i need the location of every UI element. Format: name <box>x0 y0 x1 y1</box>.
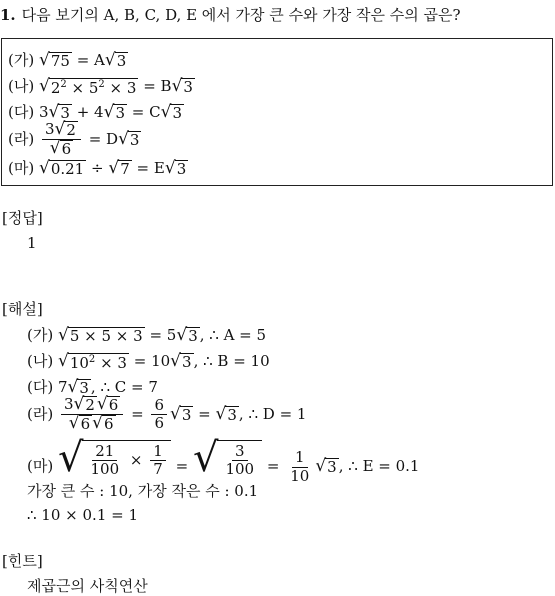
sqrt: √ $2^2 \times 5^2 \times 3$ <box>38 76 137 97</box>
hint-heading: [힌트] <box>2 552 43 570</box>
question-title <box>0 4 461 25</box>
sqrt: √ 75 <box>38 50 70 70</box>
choice-ra: (라) 3 √ 2 √ 6 = D √ 3 <box>8 119 140 159</box>
explanation-heading: [해설] <box>2 300 43 318</box>
sqrt: √ 3 <box>160 102 182 122</box>
explanation-ma: (마) √ $\frac{21}{100}$ × $\frac{1}{7}$ = √ $\frac{3}{100}$ = $\frac{1}{10}$ √ 3 , ∴ E = 0.1 <box>27 435 420 485</box>
choice-label: (마) <box>8 159 35 177</box>
explanation-da: (다) 7 √ 3 , ∴ C = 7 <box>27 377 158 397</box>
question-text: 다음 보기의 A, B, C, D, E 에서 가장 큰 수와 가장 작은 수의 곱은? <box>21 6 461 24</box>
sqrt: √ 3 <box>164 158 187 178</box>
choice-label: (다) <box>8 103 35 121</box>
sqrt: √ 0.21 <box>38 158 85 178</box>
explanation-ga: (가) √ 5 × 5 × 3 = 5 √ 3 , ∴ A = 5 <box>27 325 267 345</box>
choice-na: (나) √ $2^2 \times 5^2 \times 3$ = B √ 3 <box>8 76 193 97</box>
fraction: 3 √ 2 √ 6 <box>42 121 81 159</box>
sqrt: √ 3 <box>118 128 140 149</box>
sqrt: √ 3 <box>103 102 125 122</box>
hint-text: 제곱근의 사칙연산 <box>27 577 148 595</box>
explanation-ra: (라) 3 √ 2 √ 6 √ 6 √ 6 = $\frac{6}{6}$ √ 3 = √ 3 , ∴ D = 1 <box>27 394 307 434</box>
choice-label: (라) <box>8 129 35 148</box>
answer-value: 1 <box>27 234 37 252</box>
question-number: 1. <box>0 6 16 24</box>
sqrt: √ 3 <box>104 50 127 70</box>
choice-da: (다) 3 √ 3 + 4 √ 3 = C √ 3 <box>8 102 182 122</box>
answer-heading: [정답] <box>2 209 43 227</box>
choice-label: (가) <box>8 51 35 69</box>
explanation-summary: 가장 큰 수 : 10, 가장 작은 수 : 0.1 <box>27 482 259 500</box>
explanation-final: ∴ 10 × 0.1 = 1 <box>27 506 139 524</box>
sqrt: √ 3 <box>171 76 193 96</box>
sqrt: √ 3 <box>48 102 70 122</box>
choice-label: (나) <box>8 77 35 95</box>
choice-ma: (마) √ 0.21 ÷ √ 7 = E √ 3 <box>8 158 187 178</box>
choice-ga: (가) √ 75 = A √ 3 <box>8 50 127 70</box>
sqrt: √ 7 <box>108 158 130 178</box>
explanation-na: (나) √ $10^2 \times 3$ = 10 √ 3 , ∴ B = 10 <box>27 351 270 372</box>
choices-box <box>1 38 553 186</box>
